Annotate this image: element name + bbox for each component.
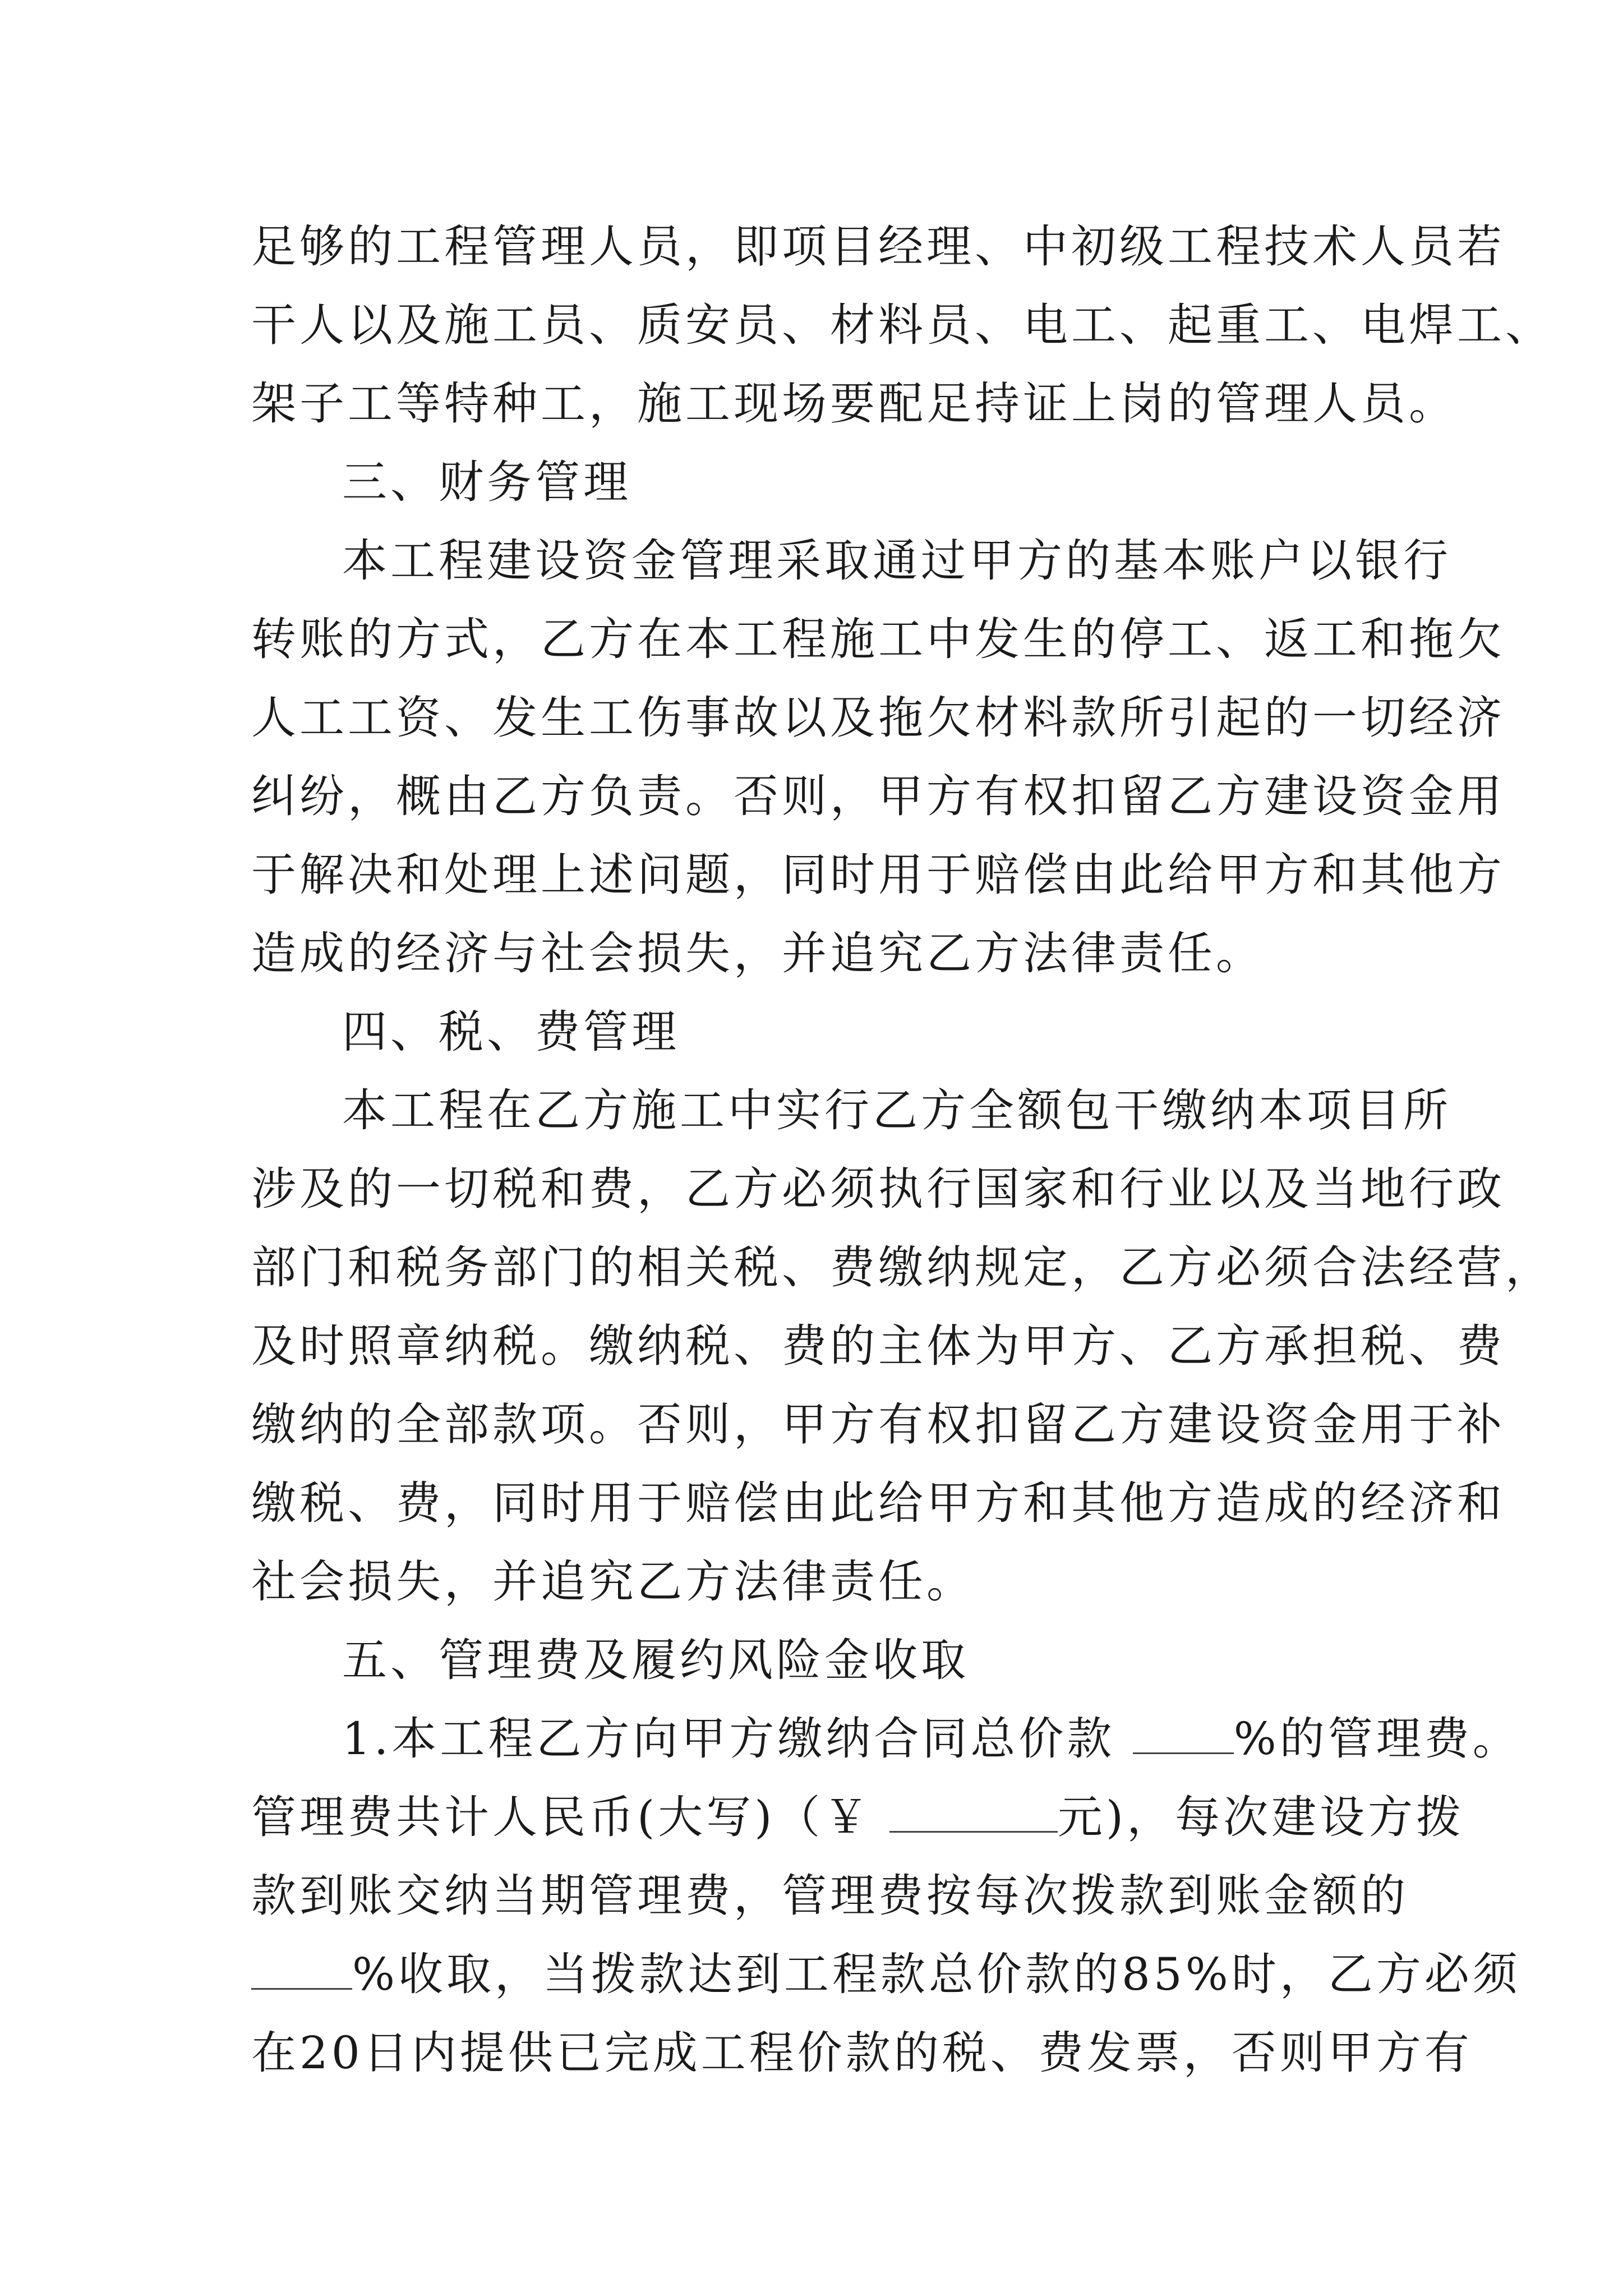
text-line: 本工程在乙方施工中实行乙方全额包干缴纳本项目所	[342, 1084, 1451, 1137]
text-line: 社会损失，并追究乙方法律责任。	[251, 1556, 975, 1608]
text-line-fee-amount	[251, 1778, 1465, 1857]
text-segment: 元)，每次建设方拨	[1057, 1791, 1465, 1843]
text-line: 款到账交纳当期管理费，管理费按每次拨款到账金额的	[251, 1870, 1409, 1922]
text-line: 在20日内提供已完成工程价款的税、费发票，否则甲方有	[251, 2027, 1473, 2079]
text-segment: 管理费共计人民币(大写)（￥	[251, 1791, 872, 1843]
text-line: 造成的经济与社会损失，并追究乙方法律责任。	[251, 927, 1264, 979]
text-line: 纠纷，概由乙方负责。否则，甲方有权扣留乙方建设资金用	[251, 770, 1505, 822]
text-line: 人工工资、发生工伤事故以及拖欠材料款所引起的一切经济	[251, 692, 1505, 744]
text-line: 缴税、费，同时用于赔偿由此给甲方和其他方造成的经济和	[251, 1477, 1505, 1529]
text-line: 架子工等特种工，施工现场要配足持证上岗的管理人员。	[251, 378, 1457, 430]
text-segment: %的管理费。	[1233, 1713, 1521, 1765]
text-line: 部门和税务部门的相关税、费缴纳规定，乙方必须合法经营，	[251, 1241, 1553, 1294]
text-line: 涉及的一切税和费，乙方必须执行国家和行业以及当地行政	[251, 1163, 1505, 1215]
text-line: 及时照章纳税。缴纳税、费的主体为甲方、乙方承担税、费	[251, 1320, 1505, 1372]
section-heading-tax: 四、税、费管理	[342, 1006, 680, 1058]
text-line: 转账的方式，乙方在本工程施工中发生的停工、返工和拖欠	[251, 613, 1505, 665]
text-line-fee-rate	[251, 1700, 1521, 1778]
text-line: 足够的工程管理人员，即项目经理、中初级工程技术人员若	[251, 220, 1505, 273]
text-segment: 1.本工程乙方向甲方缴纳合同总价款	[342, 1713, 1115, 1765]
section-heading-finance: 三、财务管理	[342, 456, 631, 508]
text-line-collection-rate	[251, 1935, 1521, 2014]
text-line: 本工程建设资金管理采取通过甲方的基本账户以银行	[342, 535, 1451, 587]
section-heading-fees: 五、管理费及履约风险金收取	[342, 1634, 969, 1686]
fee-rate-blank	[1133, 1713, 1234, 1754]
text-line: 干人以及施工员、质安员、材料员、电工、起重工、电焊工、	[251, 299, 1553, 351]
text-segment: %收取，当拨款达到工程款总价款的85%时，乙方必须	[352, 1948, 1521, 2000]
text-line: 缴纳的全部款项。否则，甲方有权扣留乙方建设资金用于补	[251, 1398, 1505, 1451]
fee-amount-blank	[889, 1792, 1058, 1833]
text-line: 于解决和处理上述问题，同时用于赔偿由此给甲方和其他方	[251, 849, 1505, 901]
collection-rate-blank	[251, 1949, 352, 1990]
